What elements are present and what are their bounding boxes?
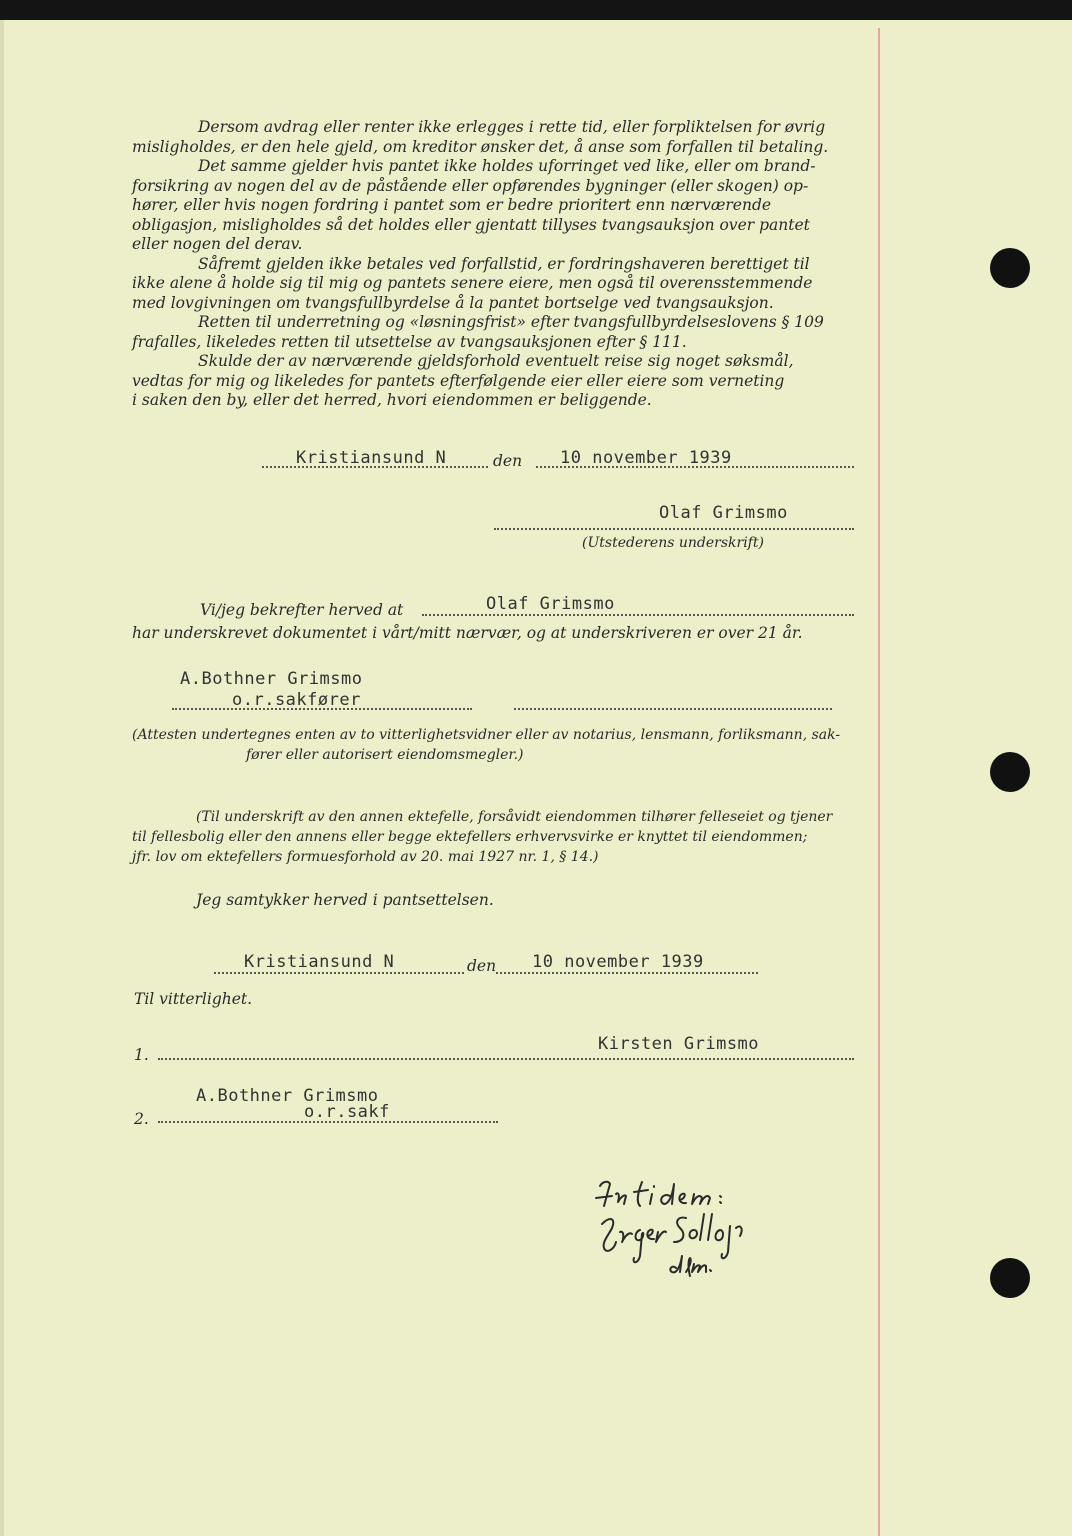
consent-den-label: den [467,957,497,975]
vitterlighet-label: Til vitterlighet. [134,990,253,1008]
terms-line: obligasjon, misligholdes så det holdes eller gjentatt tillyses tvangsauksjon over pantet [132,215,810,234]
issuer-signature-line [494,528,854,530]
issue-date: 10 november 1939 [560,448,732,468]
spouse-note-2: til fellesbolig eller den annens eller begge ektefellers erhvervsvirke er knyttet til eiendommen; [132,829,808,845]
attest-note-1: (Attesten undertegnes enten av to vitterlighetsvidner eller av notarius, lensmann, forliksmann, sak- [132,727,841,743]
confirm-text: har underskrevet dokumentet i vårt/mitt nærvær, og at underskriveren er over 21 år. [132,624,803,642]
terms-text [132,118,854,411]
issuer-name: Olaf Grimsmo [659,503,788,523]
terms-line: Skulde der av nærværende gjeldsforhold eventuelt reise sig noget søksmål, [198,352,794,370]
consent-place: Kristiansund N [244,952,395,972]
terms-line: misligholdes, er den hele gjeld, om kreditor ønsker det, å anse som forfallen til betaling. [132,137,829,156]
confirm-label: Vi/jeg bekrefter herved at [200,601,404,619]
terms-line: Det samme gjelder hvis pantet ikke holdes uforringet ved like, eller om brand- [198,157,816,175]
witness-title: o.r.sakfører [232,690,361,710]
issuer-caption: (Utstederens underskrift) [582,535,764,551]
witness1-name: Kirsten Grimsmo [598,1034,760,1054]
witness2-name: A.Bothner Grimsmo [196,1086,379,1106]
terms-line: forsikring av nogen del av de påstående eller opførendes bygninger (eller skogen) op- [132,176,809,195]
terms-line: Dersom avdrag eller renter ikke erlegges i rette tid, eller forpliktelsen for øvrig [198,118,826,136]
punch-hole-top [990,248,1030,288]
witness2-title: o.r.sakf [304,1102,390,1122]
witness-line-2 [514,708,832,710]
terms-line: Retten til underretning og «løsningsfrist» efter tvangsfullbyrdelseslovens § 109 [198,313,824,331]
consent-date-line [496,972,758,974]
issue-den-label: den [493,452,523,470]
terms-line: frafalles, likeledes retten til utsettelse av tvangsauksjonen efter § 111. [132,332,687,351]
confirm-name: Olaf Grimsmo [486,594,615,614]
witness1-number: 1. [134,1046,149,1064]
terms-line: vedtas for mig og likeledes for pantets efterfølgende eier eller eiere som verneting [132,371,785,390]
confirm-name-line [422,614,854,616]
punch-hole-bottom [990,1258,1030,1298]
punch-hole-middle [990,752,1030,792]
scan-left-edge [0,20,4,1536]
handwritten-attestation [590,1172,790,1282]
spouse-note-3: jfr. lov om ektefellers formuesforhold av 20. mai 1927 nr. 1, § 14.) [132,849,599,865]
terms-line: med lovgivningen om tvangsfullbyrdelse å la pantet bortselge ved tvangsauksjon. [132,293,774,312]
consent-date: 10 november 1939 [532,952,704,972]
scan-top-border [0,0,1072,20]
witness-name: A.Bothner Grimsmo [180,669,363,689]
spouse-note-1: (Til underskrift av den annen ektefelle, forsåvidt eiendommen tilhører felleseiet og tjener [196,809,833,825]
terms-line: ikke alene å holde sig til mig og pantets senere eiere, men også til overensstemmende [132,274,813,292]
witness2-number: 2. [134,1110,149,1128]
margin-rule [878,28,880,1536]
terms-line: i saken den by, eller det herred, hvori eiendommen er beliggende. [132,391,652,409]
consent-text: Jeg samtykker herved i pantsettelsen. [196,891,494,909]
attest-note-2: fører eller autorisert eiendomsmegler.) [246,747,524,763]
issue-place: Kristiansund N [296,448,447,468]
consent-place-line [214,972,464,974]
terms-line: eller nogen del derav. [132,235,303,253]
terms-line: Såfremt gjelden ikke betales ved forfallstid, er fordringshaveren berettiget til [198,254,810,273]
terms-line: hører, eller hvis nogen fordring i pantet som er bedre prioritert enn nærværende [132,196,772,214]
witness1-line [158,1058,854,1060]
